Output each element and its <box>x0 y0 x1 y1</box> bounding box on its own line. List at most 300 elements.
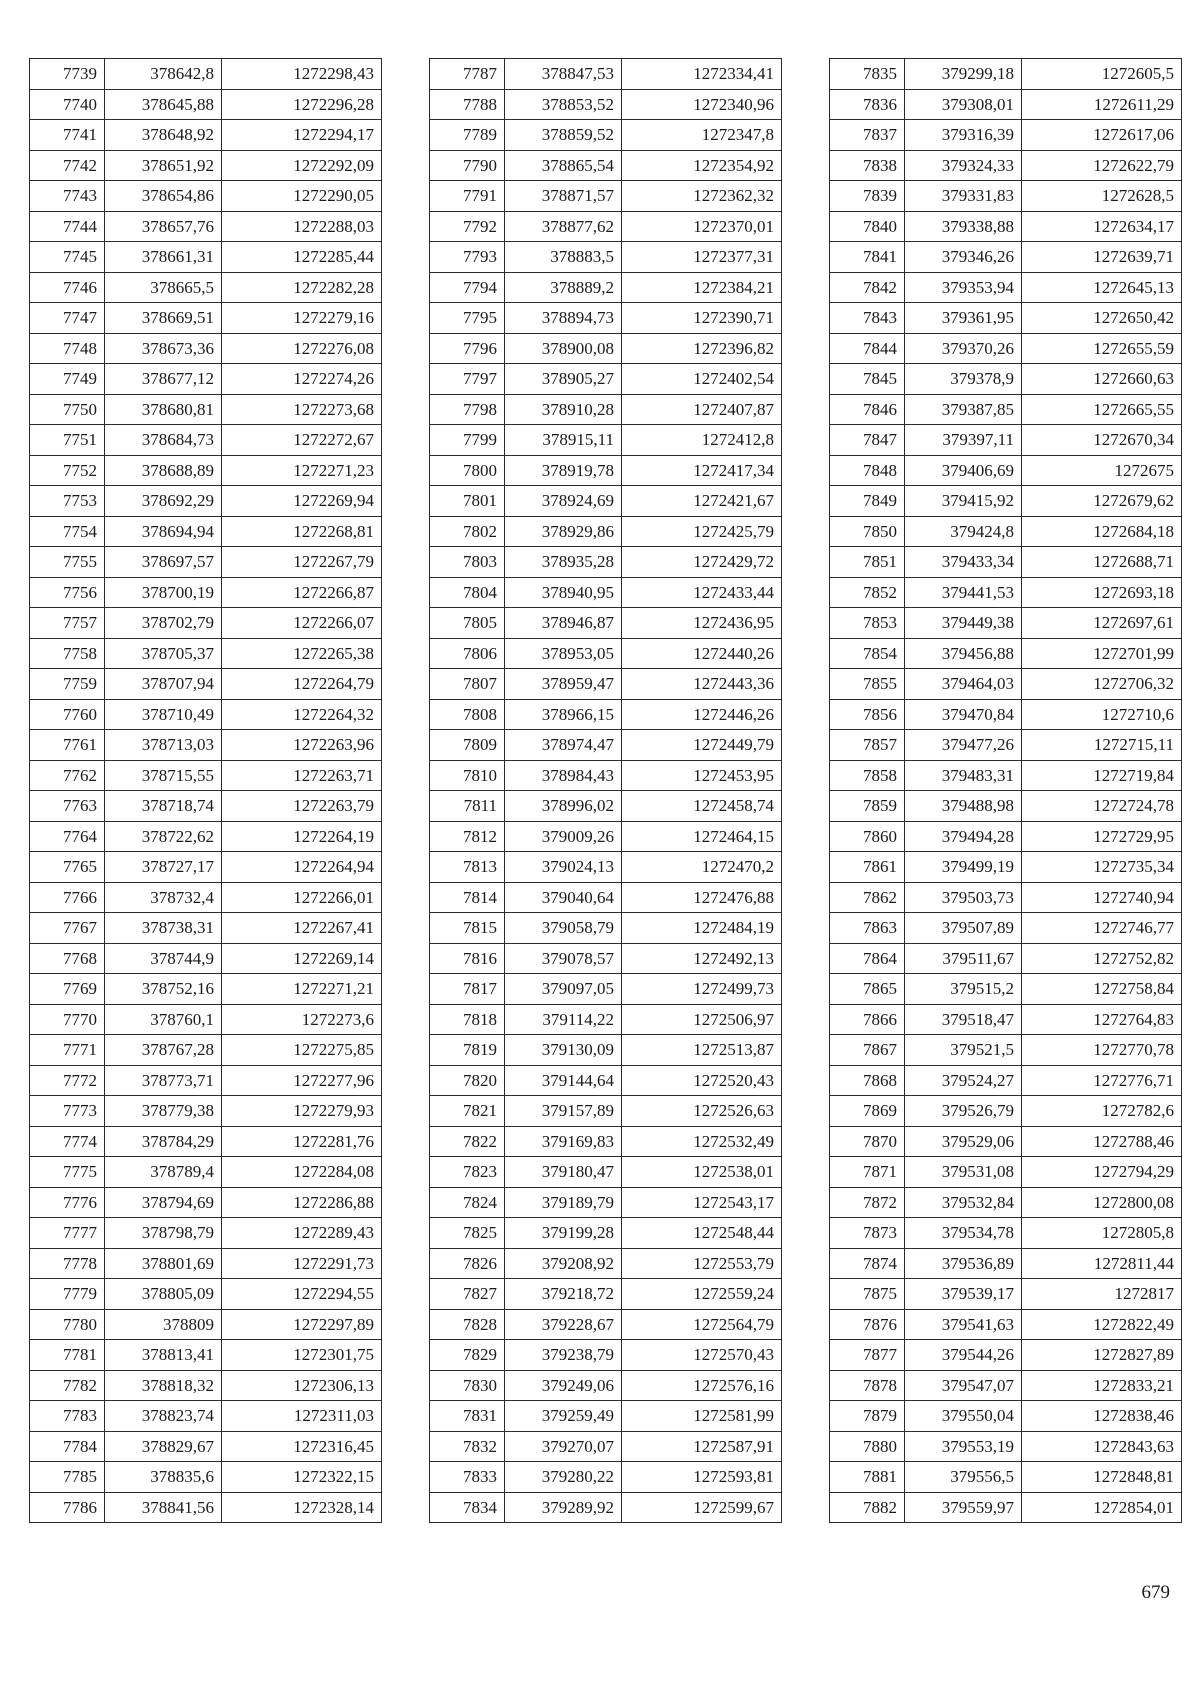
table-row <box>830 425 1182 456</box>
x-coordinate-cell: 378677,12 <box>105 364 222 395</box>
x-coordinate-cell: 378929,86 <box>505 516 622 547</box>
point-number-cell: 7812 <box>430 821 505 852</box>
y-coordinate-cell: 1272263,96 <box>222 730 382 761</box>
x-coordinate-cell: 378809 <box>105 1309 222 1340</box>
table-row <box>30 852 382 883</box>
x-coordinate-cell: 378654,86 <box>105 181 222 212</box>
y-coordinate-cell: 1272719,84 <box>1022 760 1182 791</box>
table-row <box>430 1187 782 1218</box>
x-coordinate-cell: 379541,63 <box>905 1309 1022 1340</box>
point-number-cell: 7785 <box>30 1462 105 1493</box>
x-coordinate-cell: 378996,02 <box>505 791 622 822</box>
table-row <box>830 1218 1182 1249</box>
x-coordinate-cell: 379556,5 <box>905 1462 1022 1493</box>
x-coordinate-cell: 378707,94 <box>105 669 222 700</box>
point-number-cell: 7874 <box>830 1248 905 1279</box>
table-row <box>830 852 1182 883</box>
table-row <box>30 1096 382 1127</box>
x-coordinate-cell: 379559,97 <box>905 1492 1022 1523</box>
point-number-cell: 7743 <box>30 181 105 212</box>
point-number-cell: 7799 <box>430 425 505 456</box>
y-coordinate-cell: 1272764,83 <box>1022 1004 1182 1035</box>
y-coordinate-cell: 1272543,17 <box>622 1187 782 1218</box>
point-number-cell: 7786 <box>30 1492 105 1523</box>
table-row <box>30 1462 382 1493</box>
point-number-cell: 7880 <box>830 1431 905 1462</box>
table-row <box>830 577 1182 608</box>
point-number-cell: 7755 <box>30 547 105 578</box>
point-number-cell: 7868 <box>830 1065 905 1096</box>
point-number-cell: 7819 <box>430 1035 505 1066</box>
table-row <box>830 1309 1182 1340</box>
table-row <box>430 547 782 578</box>
point-number-cell: 7828 <box>430 1309 505 1340</box>
point-number-cell: 7760 <box>30 699 105 730</box>
point-number-cell: 7873 <box>830 1218 905 1249</box>
y-coordinate-cell: 1272833,21 <box>1022 1370 1182 1401</box>
table-row <box>830 89 1182 120</box>
point-number-cell: 7768 <box>30 943 105 974</box>
point-number-cell: 7859 <box>830 791 905 822</box>
y-coordinate-cell: 1272499,73 <box>622 974 782 1005</box>
y-coordinate-cell: 1272553,79 <box>622 1248 782 1279</box>
y-coordinate-cell: 1272301,75 <box>222 1340 382 1371</box>
y-coordinate-cell: 1272684,18 <box>1022 516 1182 547</box>
point-number-cell: 7852 <box>830 577 905 608</box>
x-coordinate-cell: 379441,53 <box>905 577 1022 608</box>
point-number-cell: 7841 <box>830 242 905 273</box>
x-coordinate-cell: 378829,67 <box>105 1431 222 1462</box>
table-row <box>430 425 782 456</box>
point-number-cell: 7800 <box>430 455 505 486</box>
y-coordinate-cell: 1272266,01 <box>222 882 382 913</box>
y-coordinate-cell: 1272417,34 <box>622 455 782 486</box>
x-coordinate-cell: 379494,28 <box>905 821 1022 852</box>
x-coordinate-cell: 379289,92 <box>505 1492 622 1523</box>
y-coordinate-cell: 1272752,82 <box>1022 943 1182 974</box>
table-row <box>30 120 382 151</box>
point-number-cell: 7805 <box>430 608 505 639</box>
coordinate-table-body <box>30 59 382 1523</box>
y-coordinate-cell: 1272334,41 <box>622 59 782 90</box>
point-number-cell: 7870 <box>830 1126 905 1157</box>
x-coordinate-cell: 378853,52 <box>505 89 622 120</box>
point-number-cell: 7753 <box>30 486 105 517</box>
x-coordinate-cell: 379518,47 <box>905 1004 1022 1035</box>
y-coordinate-cell: 1272679,62 <box>1022 486 1182 517</box>
x-coordinate-cell: 379078,57 <box>505 943 622 974</box>
y-coordinate-cell: 1272273,68 <box>222 394 382 425</box>
y-coordinate-cell: 1272440,26 <box>622 638 782 669</box>
x-coordinate-cell: 379456,88 <box>905 638 1022 669</box>
table-row <box>30 1126 382 1157</box>
table-row <box>430 1096 782 1127</box>
x-coordinate-cell: 378877,62 <box>505 211 622 242</box>
y-coordinate-cell: 1272285,44 <box>222 242 382 273</box>
table-row <box>430 303 782 334</box>
point-number-cell: 7773 <box>30 1096 105 1127</box>
x-coordinate-cell: 378722,62 <box>105 821 222 852</box>
point-number-cell: 7816 <box>430 943 505 974</box>
table-row <box>830 1279 1182 1310</box>
y-coordinate-cell: 1272402,54 <box>622 364 782 395</box>
x-coordinate-cell: 379406,69 <box>905 455 1022 486</box>
x-coordinate-cell: 379144,64 <box>505 1065 622 1096</box>
point-number-cell: 7797 <box>430 364 505 395</box>
x-coordinate-cell: 379547,07 <box>905 1370 1022 1401</box>
point-number-cell: 7749 <box>30 364 105 395</box>
point-number-cell: 7843 <box>830 303 905 334</box>
point-number-cell: 7767 <box>30 913 105 944</box>
point-number-cell: 7862 <box>830 882 905 913</box>
y-coordinate-cell: 1272297,89 <box>222 1309 382 1340</box>
x-coordinate-cell: 378702,79 <box>105 608 222 639</box>
x-coordinate-cell: 378946,87 <box>505 608 622 639</box>
table-row <box>30 669 382 700</box>
y-coordinate-cell: 1272433,44 <box>622 577 782 608</box>
table-row <box>430 882 782 913</box>
y-coordinate-cell: 1272645,13 <box>1022 272 1182 303</box>
y-coordinate-cell: 1272377,31 <box>622 242 782 273</box>
y-coordinate-cell: 1272271,21 <box>222 974 382 1005</box>
table-row <box>830 211 1182 242</box>
x-coordinate-cell: 379058,79 <box>505 913 622 944</box>
x-coordinate-cell: 378784,29 <box>105 1126 222 1157</box>
y-coordinate-cell: 1272269,14 <box>222 943 382 974</box>
coordinate-table-2 <box>429 58 782 1523</box>
point-number-cell: 7810 <box>430 760 505 791</box>
x-coordinate-cell: 379531,08 <box>905 1157 1022 1188</box>
table-row <box>30 272 382 303</box>
x-coordinate-cell: 378974,47 <box>505 730 622 761</box>
table-row <box>30 547 382 578</box>
y-coordinate-cell: 1272273,6 <box>222 1004 382 1035</box>
x-coordinate-cell: 378883,5 <box>505 242 622 273</box>
table-row <box>830 760 1182 791</box>
table-row <box>30 699 382 730</box>
table-row <box>430 486 782 517</box>
point-number-cell: 7740 <box>30 89 105 120</box>
table-row <box>30 1370 382 1401</box>
table-row <box>830 1004 1182 1035</box>
y-coordinate-cell: 1272605,5 <box>1022 59 1182 90</box>
y-coordinate-cell: 1272354,92 <box>622 150 782 181</box>
point-number-cell: 7758 <box>30 638 105 669</box>
x-coordinate-cell: 378710,49 <box>105 699 222 730</box>
table-row <box>430 1004 782 1035</box>
x-coordinate-cell: 379331,83 <box>905 181 1022 212</box>
point-number-cell: 7836 <box>830 89 905 120</box>
table-row <box>430 181 782 212</box>
y-coordinate-cell: 1272650,42 <box>1022 303 1182 334</box>
table-row <box>830 821 1182 852</box>
y-coordinate-cell: 1272290,05 <box>222 181 382 212</box>
x-coordinate-cell: 379324,33 <box>905 150 1022 181</box>
table-row <box>430 608 782 639</box>
x-coordinate-cell: 378823,74 <box>105 1401 222 1432</box>
y-coordinate-cell: 1272294,55 <box>222 1279 382 1310</box>
y-coordinate-cell: 1272449,79 <box>622 730 782 761</box>
table-row <box>430 669 782 700</box>
x-coordinate-cell: 379024,13 <box>505 852 622 883</box>
y-coordinate-cell: 1272464,15 <box>622 821 782 852</box>
point-number-cell: 7865 <box>830 974 905 1005</box>
y-coordinate-cell: 1272526,63 <box>622 1096 782 1127</box>
table-row <box>30 303 382 334</box>
point-number-cell: 7776 <box>30 1187 105 1218</box>
table-row <box>830 516 1182 547</box>
point-number-cell: 7794 <box>430 272 505 303</box>
point-number-cell: 7875 <box>830 1279 905 1310</box>
y-coordinate-cell: 1272267,79 <box>222 547 382 578</box>
y-coordinate-cell: 1272340,96 <box>622 89 782 120</box>
table-row <box>30 974 382 1005</box>
x-coordinate-cell: 378665,5 <box>105 272 222 303</box>
x-coordinate-cell: 378651,92 <box>105 150 222 181</box>
x-coordinate-cell: 379387,85 <box>905 394 1022 425</box>
point-number-cell: 7851 <box>830 547 905 578</box>
table-row <box>430 1248 782 1279</box>
table-row <box>830 59 1182 90</box>
table-row <box>830 1157 1182 1188</box>
point-number-cell: 7821 <box>430 1096 505 1127</box>
table-row <box>830 486 1182 517</box>
x-coordinate-cell: 379464,03 <box>905 669 1022 700</box>
y-coordinate-cell: 1272284,08 <box>222 1157 382 1188</box>
x-coordinate-cell: 378669,51 <box>105 303 222 334</box>
x-coordinate-cell: 378966,15 <box>505 699 622 730</box>
y-coordinate-cell: 1272443,36 <box>622 669 782 700</box>
y-coordinate-cell: 1272513,87 <box>622 1035 782 1066</box>
table-row <box>830 1431 1182 1462</box>
y-coordinate-cell: 1272289,43 <box>222 1218 382 1249</box>
x-coordinate-cell: 378919,78 <box>505 455 622 486</box>
table-row <box>430 120 782 151</box>
table-row <box>830 943 1182 974</box>
x-coordinate-cell: 378713,03 <box>105 730 222 761</box>
x-coordinate-cell: 378915,11 <box>505 425 622 456</box>
x-coordinate-cell: 379180,47 <box>505 1157 622 1188</box>
point-number-cell: 7789 <box>430 120 505 151</box>
table-row <box>830 303 1182 334</box>
table-row <box>430 730 782 761</box>
table-row <box>30 181 382 212</box>
x-coordinate-cell: 378661,31 <box>105 242 222 273</box>
point-number-cell: 7861 <box>830 852 905 883</box>
x-coordinate-cell: 378732,4 <box>105 882 222 913</box>
x-coordinate-cell: 378744,9 <box>105 943 222 974</box>
point-number-cell: 7813 <box>430 852 505 883</box>
x-coordinate-cell: 378835,6 <box>105 1462 222 1493</box>
x-coordinate-cell: 378905,27 <box>505 364 622 395</box>
point-number-cell: 7858 <box>830 760 905 791</box>
point-number-cell: 7763 <box>30 791 105 822</box>
point-number-cell: 7839 <box>830 181 905 212</box>
point-number-cell: 7777 <box>30 1218 105 1249</box>
point-number-cell: 7826 <box>430 1248 505 1279</box>
y-coordinate-cell: 1272805,8 <box>1022 1218 1182 1249</box>
table-row <box>430 89 782 120</box>
x-coordinate-cell: 379397,11 <box>905 425 1022 456</box>
y-coordinate-cell: 1272265,38 <box>222 638 382 669</box>
y-coordinate-cell: 1272788,46 <box>1022 1126 1182 1157</box>
y-coordinate-cell: 1272611,29 <box>1022 89 1182 120</box>
y-coordinate-cell: 1272263,79 <box>222 791 382 822</box>
x-coordinate-cell: 379097,05 <box>505 974 622 1005</box>
y-coordinate-cell: 1272271,23 <box>222 455 382 486</box>
y-coordinate-cell: 1272746,77 <box>1022 913 1182 944</box>
table-row <box>30 150 382 181</box>
point-number-cell: 7829 <box>430 1340 505 1371</box>
point-number-cell: 7869 <box>830 1096 905 1127</box>
x-coordinate-cell: 379308,01 <box>905 89 1022 120</box>
point-number-cell: 7854 <box>830 638 905 669</box>
y-coordinate-cell: 1272263,71 <box>222 760 382 791</box>
table-row <box>830 1401 1182 1432</box>
y-coordinate-cell: 1272328,14 <box>222 1492 382 1523</box>
x-coordinate-cell: 378727,17 <box>105 852 222 883</box>
point-number-cell: 7783 <box>30 1401 105 1432</box>
x-coordinate-cell: 378645,88 <box>105 89 222 120</box>
y-coordinate-cell: 1272697,61 <box>1022 608 1182 639</box>
point-number-cell: 7882 <box>830 1492 905 1523</box>
x-coordinate-cell: 379553,19 <box>905 1431 1022 1462</box>
point-number-cell: 7848 <box>830 455 905 486</box>
point-number-cell: 7803 <box>430 547 505 578</box>
table-row <box>30 1340 382 1371</box>
x-coordinate-cell: 378959,47 <box>505 669 622 700</box>
point-number-cell: 7845 <box>830 364 905 395</box>
y-coordinate-cell: 1272429,72 <box>622 547 782 578</box>
y-coordinate-cell: 1272425,79 <box>622 516 782 547</box>
table-row <box>30 608 382 639</box>
x-coordinate-cell: 379316,39 <box>905 120 1022 151</box>
y-coordinate-cell: 1272794,29 <box>1022 1157 1182 1188</box>
y-coordinate-cell: 1272476,88 <box>622 882 782 913</box>
point-number-cell: 7795 <box>430 303 505 334</box>
y-coordinate-cell: 1272275,85 <box>222 1035 382 1066</box>
y-coordinate-cell: 1272848,81 <box>1022 1462 1182 1493</box>
x-coordinate-cell: 378940,95 <box>505 577 622 608</box>
point-number-cell: 7780 <box>30 1309 105 1340</box>
x-coordinate-cell: 378813,41 <box>105 1340 222 1371</box>
table-row <box>30 59 382 90</box>
x-coordinate-cell: 379483,31 <box>905 760 1022 791</box>
table-row <box>30 333 382 364</box>
x-coordinate-cell: 379488,98 <box>905 791 1022 822</box>
x-coordinate-cell: 378847,53 <box>505 59 622 90</box>
x-coordinate-cell: 378688,89 <box>105 455 222 486</box>
y-coordinate-cell: 1272634,17 <box>1022 211 1182 242</box>
y-coordinate-cell: 1272298,43 <box>222 59 382 90</box>
point-number-cell: 7809 <box>430 730 505 761</box>
y-coordinate-cell: 1272593,81 <box>622 1462 782 1493</box>
x-coordinate-cell: 378801,69 <box>105 1248 222 1279</box>
table-row <box>430 638 782 669</box>
x-coordinate-cell: 378889,2 <box>505 272 622 303</box>
x-coordinate-cell: 379259,49 <box>505 1401 622 1432</box>
point-number-cell: 7820 <box>430 1065 505 1096</box>
table-row <box>30 1431 382 1462</box>
point-number-cell: 7762 <box>30 760 105 791</box>
x-coordinate-cell: 378752,16 <box>105 974 222 1005</box>
point-number-cell: 7784 <box>30 1431 105 1462</box>
x-coordinate-cell: 378673,36 <box>105 333 222 364</box>
table-row <box>30 1218 382 1249</box>
point-number-cell: 7860 <box>830 821 905 852</box>
table-row <box>430 852 782 883</box>
y-coordinate-cell: 1272412,8 <box>622 425 782 456</box>
table-row <box>830 791 1182 822</box>
y-coordinate-cell: 1272370,01 <box>622 211 782 242</box>
table-row <box>430 1065 782 1096</box>
point-number-cell: 7817 <box>430 974 505 1005</box>
y-coordinate-cell: 1272729,95 <box>1022 821 1182 852</box>
point-number-cell: 7855 <box>830 669 905 700</box>
point-number-cell: 7844 <box>830 333 905 364</box>
table-row <box>30 821 382 852</box>
x-coordinate-cell: 378718,74 <box>105 791 222 822</box>
table-row <box>30 1035 382 1066</box>
y-coordinate-cell: 1272264,32 <box>222 699 382 730</box>
x-coordinate-cell: 379299,18 <box>905 59 1022 90</box>
x-coordinate-cell: 378715,55 <box>105 760 222 791</box>
y-coordinate-cell: 1272347,8 <box>622 120 782 151</box>
y-coordinate-cell: 1272282,28 <box>222 272 382 303</box>
point-number-cell: 7801 <box>430 486 505 517</box>
table-row <box>430 150 782 181</box>
point-number-cell: 7814 <box>430 882 505 913</box>
table-row <box>830 1126 1182 1157</box>
table-row <box>830 699 1182 730</box>
x-coordinate-cell: 378865,54 <box>505 150 622 181</box>
table-row <box>430 913 782 944</box>
x-coordinate-cell: 379534,78 <box>905 1218 1022 1249</box>
table-row <box>430 1401 782 1432</box>
table-row <box>430 364 782 395</box>
point-number-cell: 7775 <box>30 1157 105 1188</box>
coordinate-table-1 <box>29 58 382 1523</box>
x-coordinate-cell: 378871,57 <box>505 181 622 212</box>
y-coordinate-cell: 1272817 <box>1022 1279 1182 1310</box>
table-row <box>30 1401 382 1432</box>
point-number-cell: 7833 <box>430 1462 505 1493</box>
y-coordinate-cell: 1272675 <box>1022 455 1182 486</box>
y-coordinate-cell: 1272570,43 <box>622 1340 782 1371</box>
table-row <box>30 394 382 425</box>
y-coordinate-cell: 1272288,03 <box>222 211 382 242</box>
point-number-cell: 7818 <box>430 1004 505 1035</box>
y-coordinate-cell: 1272264,79 <box>222 669 382 700</box>
table-row <box>430 760 782 791</box>
y-coordinate-cell: 1272701,99 <box>1022 638 1182 669</box>
point-number-cell: 7764 <box>30 821 105 852</box>
x-coordinate-cell: 378684,73 <box>105 425 222 456</box>
table-row <box>30 425 382 456</box>
y-coordinate-cell: 1272281,76 <box>222 1126 382 1157</box>
y-coordinate-cell: 1272436,95 <box>622 608 782 639</box>
x-coordinate-cell: 378692,29 <box>105 486 222 517</box>
table-row <box>30 913 382 944</box>
table-row <box>830 1096 1182 1127</box>
table-row <box>30 242 382 273</box>
x-coordinate-cell: 379208,92 <box>505 1248 622 1279</box>
point-number-cell: 7881 <box>830 1462 905 1493</box>
point-number-cell: 7872 <box>830 1187 905 1218</box>
y-coordinate-cell: 1272276,08 <box>222 333 382 364</box>
table-row <box>830 669 1182 700</box>
table-row <box>830 1065 1182 1096</box>
